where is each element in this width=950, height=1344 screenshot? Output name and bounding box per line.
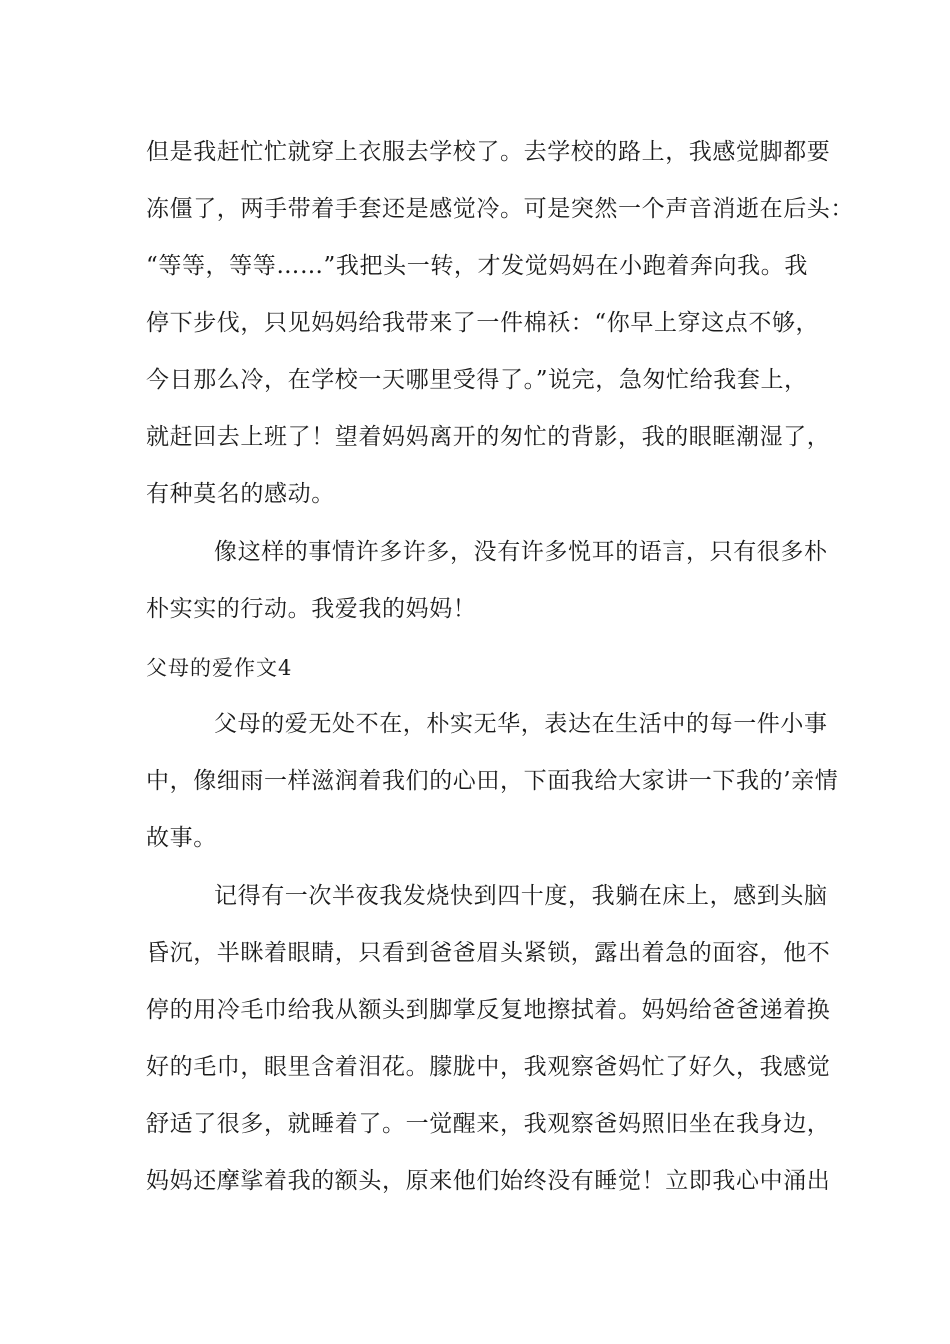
paragraph-line: 记得有一次半夜我发烧快到四十度，我躺在床上，感到头脑: [214, 883, 828, 909]
paragraph-line: 停下步伐，只见妈妈给我带来了一件棉袄：“你早上穿这点不够，: [146, 310, 820, 336]
paragraph-line: “等等，等等……”我把头一转，才发觉妈妈在小跑着奔向我。我: [146, 253, 808, 279]
paragraph-line: 好的毛巾，眼里含着泪花。朦胧中，我观察爸妈忙了好久，我感觉: [146, 1054, 831, 1080]
paragraph-line: 故事。: [146, 825, 217, 851]
paragraph-line: 冻僵了，两手带着手套还是感觉冷。可是突然一个声音消逝在后头：: [146, 196, 854, 222]
paragraph-line: 停的用冷毛巾给我从额头到脚掌反复地擦拭着。妈妈给爸爸递着换: [146, 997, 831, 1023]
paragraph-line: 中，像细雨一样滋润着我们的心田，下面我给大家讲一下我的’亲情: [146, 768, 839, 794]
paragraph-line: 父母的爱无处不在，朴实无华，表达在生活中的每一件小事: [214, 711, 828, 737]
paragraph-line: 像这样的事情许多许多，没有许多悦耳的语言，只有很多朴: [214, 539, 828, 565]
paragraph-line: 舒适了很多，就睡着了。一觉醒来，我观察爸妈照旧坐在我身边，: [146, 1111, 831, 1137]
section-heading: 父母的爱作文4: [146, 656, 293, 680]
paragraph-line: 有种莫名的感动。: [146, 481, 335, 507]
paragraph-line: 就赶回去上班了！望着妈妈离开的匆忙的背影，我的眼眶潮湿了，: [146, 424, 831, 450]
paragraph-line: 妈妈还摩挲着我的额头，原来他们始终没有睡觉！立即我心中涌出: [146, 1168, 831, 1194]
paragraph-line: 昏沉，半眯着眼睛，只看到爸爸眉头紧锁，露出着急的面容，他不: [146, 940, 831, 966]
paragraph-line: 但是我赶忙忙就穿上衣服去学校了。去学校的路上，我感觉脚都要: [146, 139, 831, 165]
paragraph-line: 今日那么冷，在学校一天哪里受得了。”说完，急匆忙给我套上，: [146, 367, 808, 393]
paragraph-line: 朴实实的行动。我爱我的妈妈！: [146, 596, 477, 622]
